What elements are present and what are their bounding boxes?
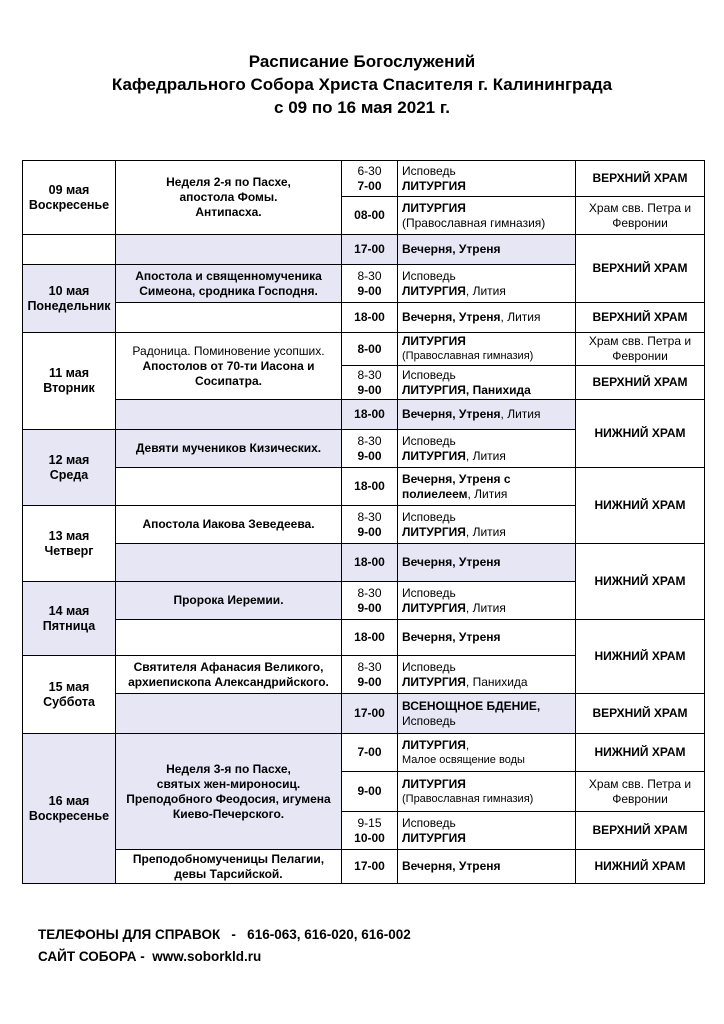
time-value: 9-15 <box>357 815 382 830</box>
feast-empty-cell <box>116 303 342 333</box>
time-value: 9-00 <box>357 448 382 463</box>
service-place: Храм свв. Петра и Февронии <box>576 772 705 812</box>
service-time: 17-00 <box>342 850 398 884</box>
service-line: ЛИТУРГИЯ <box>402 524 466 539</box>
service-desc: Вечерня, Утреня <box>398 850 576 884</box>
day-weekday: Суббота <box>43 694 95 709</box>
service-time <box>342 430 398 468</box>
service-line: Вечерня, Утреня <box>402 310 501 324</box>
day-date-cell <box>23 506 116 582</box>
service-time: 18-00 <box>342 400 398 430</box>
service-desc <box>398 400 576 430</box>
service-desc <box>398 656 576 694</box>
service-place: ВЕРХНИЙ ХРАМ <box>576 303 705 333</box>
service-line: Исповедь <box>402 509 456 524</box>
feast-cell <box>116 734 342 850</box>
feast-line: девы Тарсийской. <box>174 866 283 881</box>
service-line: ЛИТУРГИЯ <box>402 600 466 615</box>
day-weekday: Среда <box>49 467 89 482</box>
service-line: Вечерня, Утреня с <box>402 471 511 486</box>
feast-line: Сосипатра. <box>194 373 263 388</box>
document-title <box>0 50 724 119</box>
service-time: 9-00 <box>342 772 398 812</box>
feast-cell <box>116 582 342 620</box>
service-time: 8-00 <box>342 333 398 366</box>
time-value: 6-30 <box>357 163 382 178</box>
service-time: 18-00 <box>342 620 398 656</box>
feast-empty-cell <box>116 620 342 656</box>
service-line: ЛИТУРГИЯ <box>402 776 466 791</box>
service-desc <box>398 366 576 400</box>
feast-line: архиепископа Александрийского. <box>128 674 329 689</box>
day-weekday: Пятница <box>42 618 96 633</box>
feast-cell <box>116 430 342 468</box>
day-date-cell <box>23 582 116 656</box>
service-suffix: , Лития <box>500 407 541 421</box>
service-time: 17-00 <box>342 694 398 734</box>
day-date-cell <box>23 734 116 884</box>
service-desc <box>398 734 576 772</box>
service-line: ЛИТУРГИЯ, Панихида <box>402 382 531 397</box>
service-suffix: , Лития <box>465 600 506 615</box>
service-line: ЛИТУРГИЯ <box>402 448 466 463</box>
service-time: 08-00 <box>342 197 398 235</box>
feast-empty-cell <box>116 694 342 734</box>
service-time <box>342 656 398 694</box>
service-line: ЛИТУРГИЯ <box>402 737 466 752</box>
feast-line: Апостола и священномученика <box>135 268 322 283</box>
day-weekday: Воскресенье <box>28 808 110 823</box>
service-place: ВЕРХНИЙ ХРАМ <box>576 366 705 400</box>
time-value: 8-30 <box>357 585 382 600</box>
service-place: ВЕРХНИЙ ХРАМ <box>576 161 705 197</box>
day-weekday: Воскресенье <box>28 197 110 212</box>
feast-line: Пророка Иеремии. <box>173 593 284 607</box>
website-line: САЙТ СОБОРА - www.soborkld.ru <box>38 949 262 964</box>
service-desc <box>398 468 576 506</box>
feast-line: Неделя 2-я по Пасхе, <box>166 175 291 189</box>
feast-cell <box>116 265 342 303</box>
service-line: Вечерня, Утреня <box>402 407 501 421</box>
service-desc <box>398 772 576 812</box>
service-line: Исповедь <box>402 163 456 178</box>
time-value: 7-00 <box>357 178 382 193</box>
service-time: 18-00 <box>342 468 398 506</box>
time-value: 8-30 <box>357 659 382 674</box>
service-suffix: , Лития <box>467 486 508 501</box>
day-date: 12 мая <box>48 452 90 467</box>
feast-line: Апостолов от 70-ти Иасона и <box>142 358 315 373</box>
day-weekday: Четверг <box>44 543 94 558</box>
title-line-2: Кафедрального Собора Христа Спасителя г. Калининграда <box>111 75 613 94</box>
service-suffix: , Лития <box>465 283 506 298</box>
feast-line: Девяти мучеников Кизических. <box>135 441 322 455</box>
service-time: 18-00 <box>342 544 398 582</box>
feast-empty-cell <box>116 235 342 265</box>
time-value: 8-30 <box>357 268 382 283</box>
service-place: НИЖНИЙ ХРАМ <box>576 734 705 772</box>
feast-cell <box>116 333 342 400</box>
service-time: 18-00 <box>342 303 398 333</box>
service-time <box>342 812 398 850</box>
feast-line: апостола Фомы. <box>179 190 278 204</box>
time-value: 9-00 <box>357 382 382 397</box>
service-line: Исповедь <box>402 659 456 674</box>
time-value: 9-00 <box>357 674 382 689</box>
day-date: 15 мая <box>48 679 90 694</box>
service-line: ЛИТУРГИЯ <box>402 830 466 845</box>
service-line: (Православная гимназия) <box>402 215 546 230</box>
service-line: ЛИТУРГИЯ <box>402 200 466 215</box>
service-line: Исповедь <box>402 815 456 830</box>
feast-line: Преподобномученицы Пелагии, <box>132 851 325 866</box>
feast-line: Радоница. Поминовение усопших. <box>132 343 325 358</box>
service-place: Храм свв. Петра и Февронии <box>576 197 705 235</box>
day-date-cell <box>23 430 116 506</box>
time-value: 8-30 <box>357 367 382 382</box>
service-desc <box>398 265 576 303</box>
service-place: ВЕРХНИЙ ХРАМ <box>576 235 705 303</box>
date-spacer <box>23 235 116 265</box>
service-line: Малое освящение воды <box>402 753 525 766</box>
service-suffix: , <box>465 737 470 752</box>
service-place: НИЖНИЙ ХРАМ <box>576 620 705 694</box>
service-time <box>342 582 398 620</box>
day-date: 11 мая <box>48 366 89 380</box>
service-line: Исповедь <box>402 367 456 382</box>
service-line: (Православная гимназия) <box>402 792 534 805</box>
title-line-3: с 09 по 16 мая 2021 г. <box>274 98 450 117</box>
schedule-table <box>22 160 705 884</box>
service-line: Исповедь <box>402 433 456 448</box>
service-suffix: , Лития <box>500 310 541 324</box>
service-line: ЛИТУРГИЯ <box>402 283 466 298</box>
service-desc <box>398 582 576 620</box>
feast-line: Киево-Печерского. <box>172 806 285 821</box>
service-suffix: , Лития <box>465 524 506 539</box>
day-date: 10 мая <box>48 283 90 298</box>
feast-line: Святителя Афанасия Великого, <box>133 659 324 674</box>
feast-empty-cell <box>116 544 342 582</box>
service-line: ЛИТУРГИЯ <box>402 178 466 193</box>
day-date-cell <box>23 265 116 333</box>
service-time: 7-00 <box>342 734 398 772</box>
feast-line: Преподобного Феодосия, игумена <box>126 791 331 806</box>
service-place: Храм свв. Петра и Февронии <box>576 333 705 366</box>
feast-cell-2 <box>116 850 342 884</box>
service-time <box>342 161 398 197</box>
feast-line: Антипасха. <box>195 205 262 219</box>
title-line-1: Расписание Богослужений <box>248 52 476 71</box>
feast-cell <box>116 161 342 235</box>
service-line: (Православная гимназия) <box>402 350 534 362</box>
time-value: 8-30 <box>357 433 382 448</box>
day-date: 13 мая <box>48 528 90 543</box>
time-value: 10-00 <box>354 830 385 845</box>
service-desc <box>398 694 576 734</box>
service-line: полиелеем <box>402 486 468 501</box>
day-weekday: Вторник <box>43 381 95 395</box>
contacts-footer <box>38 924 411 968</box>
service-place: ВЕРХНИЙ ХРАМ <box>576 812 705 850</box>
service-desc: Вечерня, Утреня <box>398 235 576 265</box>
service-desc: Вечерня, Утреня <box>398 620 576 656</box>
service-desc <box>398 812 576 850</box>
feast-empty-cell <box>116 400 342 430</box>
day-date-cell <box>23 333 116 430</box>
service-suffix: , Лития <box>465 448 506 463</box>
service-line: Исповедь <box>402 713 456 728</box>
service-line: Исповедь <box>402 268 456 283</box>
service-line: ЛИТУРГИЯ <box>402 674 466 689</box>
time-value: 9-00 <box>357 283 382 298</box>
feast-line: святых жен-мироносиц. <box>156 776 301 791</box>
time-value: 8-30 <box>357 509 382 524</box>
feast-cell <box>116 506 342 544</box>
service-desc <box>398 161 576 197</box>
service-place: НИЖНИЙ ХРАМ <box>576 400 705 468</box>
service-desc <box>398 333 576 366</box>
service-line: ВСЕНОЩНОЕ БДЕНИЕ, <box>402 698 541 713</box>
day-date-cell <box>23 161 116 235</box>
service-time <box>342 506 398 544</box>
feast-cell <box>116 656 342 694</box>
time-value: 9-00 <box>357 600 382 615</box>
service-place: ВЕРХНИЙ ХРАМ <box>576 694 705 734</box>
feast-line: Апостола Иакова Зеведеева. <box>142 517 315 531</box>
service-place: НИЖНИЙ ХРАМ <box>576 468 705 544</box>
service-line: ЛИТУРГИЯ <box>402 334 466 348</box>
feast-empty-cell <box>116 468 342 506</box>
phones-line: ТЕЛЕФОНЫ ДЛЯ СПРАВОК - 616-063, 616-020, 616-002 <box>38 927 411 942</box>
day-date: 09 мая <box>48 182 90 197</box>
service-desc <box>398 430 576 468</box>
service-desc <box>398 303 576 333</box>
service-desc: Вечерня, Утреня <box>398 544 576 582</box>
time-value: 9-00 <box>357 524 382 539</box>
service-time <box>342 265 398 303</box>
service-line: Исповедь <box>402 585 456 600</box>
service-desc <box>398 506 576 544</box>
day-weekday: Понедельник <box>27 298 111 313</box>
day-date: 14 мая <box>48 603 90 618</box>
feast-line: Симеона, сродника Господня. <box>139 283 318 298</box>
service-time: 17-00 <box>342 235 398 265</box>
day-date: 16 мая <box>48 793 90 808</box>
service-time <box>342 366 398 400</box>
feast-line: Неделя 3-я по Пасхе, <box>166 761 291 776</box>
day-date-cell <box>23 656 116 734</box>
service-place: НИЖНИЙ ХРАМ <box>576 544 705 620</box>
service-desc <box>398 197 576 235</box>
service-place: НИЖНИЙ ХРАМ <box>576 850 705 884</box>
service-suffix: , Панихида <box>465 674 528 689</box>
